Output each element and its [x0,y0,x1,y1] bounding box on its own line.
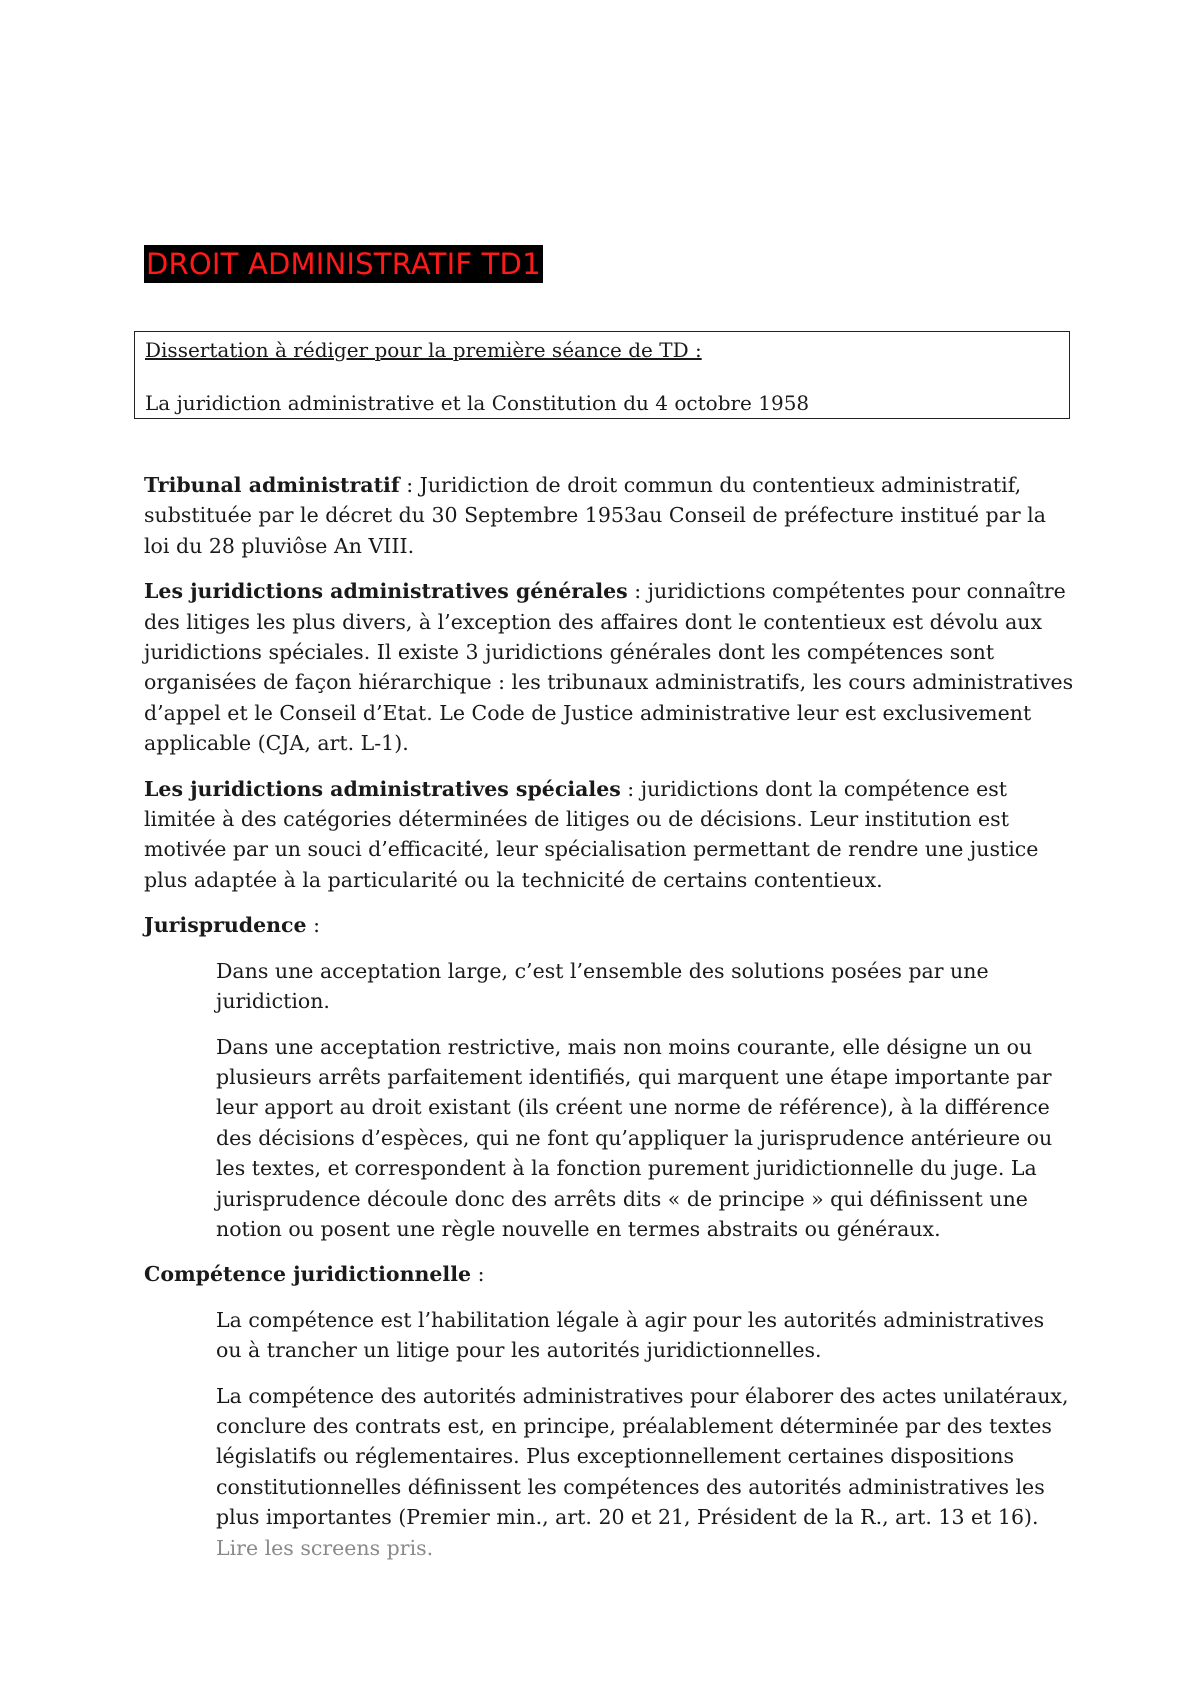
assignment-subject: La juridiction administrative et la Constitution du 4 octobre 1958 [145,391,810,415]
definition-term: Les juridictions administratives générales [144,579,628,604]
definition-juridictions-speciales [144,774,1074,896]
assignment-label: Dissertation à rédiger pour la première séance de TD : [145,338,702,362]
definition-separator: : [620,776,641,801]
competence-paragraph [216,1381,1074,1563]
definition-text: juridictions dont la compétence est limitée à des catégories déterminées de litiges ou de décisions. Leur institution est motivée par un souci d’efficacité, leur spécialisation permettant de rendre une justice plus adaptée à la particularité ou la technicité de certains contentieux. [144,776,1039,892]
definition-jurisprudence-heading [144,910,1074,940]
jurisprudence-paragraph: Dans une acceptation large, c’est l’ensemble des solutions posées par une juridiction. [216,958,989,1014]
definition-term: Jurisprudence [144,913,307,938]
definition-term: Compétence juridictionnelle [144,1262,472,1287]
competence-paragraph: La compétence est l’habilitation légale à agir pour les autorités administratives ou à trancher un litige pour les autorités juridictionnelles. [216,1307,1045,1363]
definition-separator: : [399,473,420,497]
definition-separator: : [471,1262,485,1287]
definition-competence-heading [144,1259,1074,1289]
reading-note: Lire les screens pris. [216,1535,434,1560]
definition-text: Juridiction de droit commun du contentieux administratif, substituée par le décret du 30 Septembre 1953au Conseil de préfecture institué par la loi du 28 pluviôse An VIII. [144,473,1046,558]
document-title: DROIT ADMINISTRATIF TD1 [146,247,541,281]
definition-separator: : [627,579,648,604]
competence-text: La compétence des autorités administratives pour élaborer des actes unilatéraux, conclure des contrats est, en principe, préalablement déterminée par des textes législatifs ou réglementaires. Plus exceptionnellement certaines dispositions constitutionnelles définissent les compétences des autorités administratives les plus importantes (Premier min., art. 20 et 21, Président de la R., art. 13 et 16). [216,1383,1069,1530]
definitions-section [144,470,1074,1578]
jurisprudence-paragraph: Dans une acceptation restrictive, mais non moins courante, elle désigne un ou plusieurs arrêts parfaitement identifiés, qui marquent une étape importante par leur apport au droit existant (ils créent une norme de référence), à la différence des décisions d’espèces, qui ne font qu’appliquer la jurisprudence antérieure ou les textes, et correspondent à la fonction purement juridictionnelle du juge. La jurisprudence découle donc des arrêts dits « de principe » qui définissent une notion ou posent une règle nouvelle en termes abstraits ou généraux. [216,1034,1053,1241]
definition-tribunal-administratif [144,470,1074,561]
definition-separator: : [306,913,321,938]
definition-text: juridictions compétentes pour connaître des litiges les plus divers, à l’exception des affaires dont le contentieux est dévolu aux juridictions spéciales. Il existe 3 juridictions générales dont les compétences sont organisées de façon hiérarchique : les tribunaux administratifs, les cours administratives d’appel et le Conseil d’Etat. Le Code de Justice administrative leur est exclusivement applicable (CJA, art. L-1). [144,579,1074,756]
definition-term: Tribunal administratif [144,473,400,497]
definition-juridictions-generales [144,576,1074,758]
definition-term: Les juridictions administratives spéciales [144,776,621,801]
assignment-box [134,331,1070,419]
